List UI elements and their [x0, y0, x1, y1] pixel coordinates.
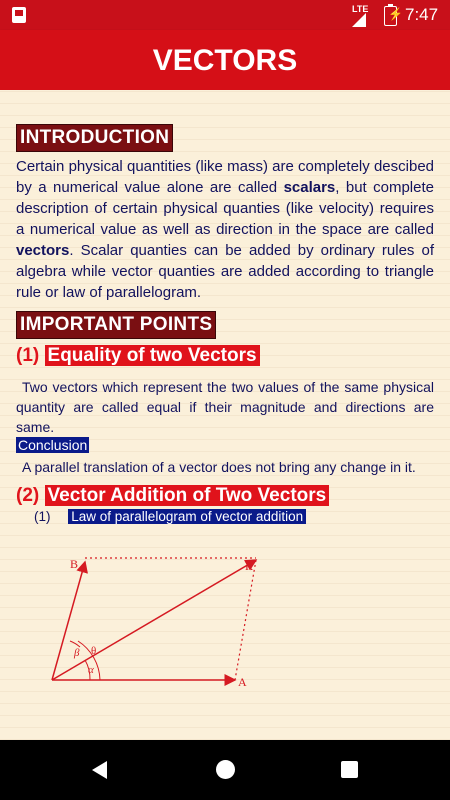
sim-card-icon — [12, 7, 26, 23]
important-points-heading: IMPORTANT POINTS — [16, 311, 216, 339]
signal-icon — [352, 13, 366, 27]
label-b: B — [70, 557, 79, 571]
system-nav-bar — [0, 740, 450, 800]
law-item: (1) Law of parallelogram of vector addition — [16, 509, 434, 524]
label-a: A — [238, 675, 247, 689]
article — [16, 124, 434, 524]
network-type: LTE — [352, 4, 369, 14]
charging-icon: ⚡ — [388, 7, 403, 21]
label-r: R — [245, 559, 254, 573]
recent-apps-icon[interactable] — [341, 761, 358, 778]
conclusion-text: A parallel translation of a vector does not bring any change in it. — [22, 459, 416, 475]
vector-b-line — [52, 562, 85, 680]
conclusion-label: Conclusion — [18, 437, 88, 453]
intro-heading: INTRODUCTION — [16, 124, 173, 152]
status-time: 7:47 — [405, 5, 439, 24]
dotted-side-line — [235, 560, 256, 680]
point-1-heading: (1) Equality of two Vectors — [16, 345, 434, 367]
home-icon[interactable] — [216, 760, 235, 779]
parallelogram-diagram — [30, 548, 330, 738]
intro-paragraph: Certain physical quantities (like mass) are completely descibed by a numerical value alone are called scalars, but complete description of certain physical quanties (like velocity) requires a numerical value as well as direction in the space are called vectors. Scalar quanties can be added by ordinary rules of algebra while vector quanties are added according to triangle rule or law of parallelogram. — [16, 158, 434, 301]
status-bar — [0, 0, 450, 30]
vector-r-line — [52, 560, 256, 680]
label-alpha: α — [88, 664, 94, 676]
content-scroll[interactable] — [0, 90, 450, 740]
point-2-heading: (2) Vector Addition of Two Vectors — [16, 485, 434, 507]
label-theta: θ — [91, 645, 97, 657]
app-bar — [0, 30, 450, 90]
point-1-text: Two vectors which represent the two values of the same physical quantity are called equal if their magnitude and directions are same. — [16, 379, 434, 435]
page-title: VECTORS — [152, 44, 298, 77]
label-beta: β — [74, 647, 80, 659]
back-icon[interactable] — [92, 761, 107, 779]
